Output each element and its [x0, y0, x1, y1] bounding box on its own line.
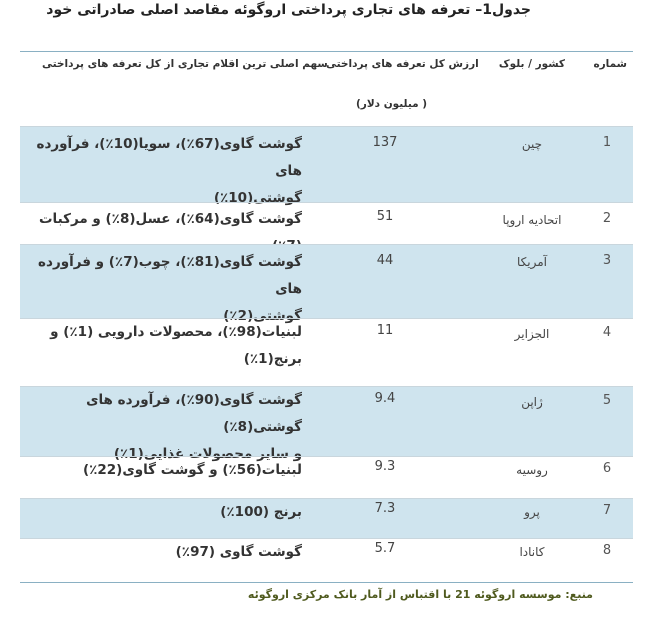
row-share-line1: گوشت گاوی(90٪)، فرآورده های گوشتی(8٪)	[86, 392, 302, 435]
row-country: کانادا	[519, 545, 545, 559]
row-value: 137	[372, 135, 398, 150]
table-row	[20, 126, 633, 206]
row-share	[34, 499, 302, 526]
table-row	[20, 318, 633, 387]
row-country: چین	[521, 137, 543, 151]
header-country: کشور / بلوک	[498, 58, 565, 70]
row-number: 5	[602, 393, 612, 408]
row-country: روسیه	[516, 463, 548, 477]
row-country: الجزایر	[514, 327, 550, 341]
top-rule	[20, 51, 633, 52]
table-row	[20, 202, 633, 245]
row-number: 8	[602, 543, 612, 558]
table-row	[20, 386, 633, 462]
row-share-line1: گوشت گاوی(64٪)، عسل(8٪) و مرکبات	[38, 211, 302, 227]
row-share-line1: لبنیات(98٪)، محصولات دارویی (1٪) و	[50, 324, 302, 340]
row-share-line2: گوشتی(2٪)	[223, 308, 302, 324]
row-share-line1: گوشت گاوی(67٪)، سویا(10٪)، فرآورده های	[36, 136, 302, 179]
row-country: آمریکا	[516, 255, 547, 269]
source-note: منبع: موسسه اروگوئه 21 با اقتباس از آمار بانک مرکزی اروگوئه	[247, 588, 593, 601]
bottom-rule	[20, 582, 633, 583]
row-number: 4	[602, 325, 612, 340]
row-number: 2	[602, 211, 612, 226]
table-row	[20, 456, 633, 499]
row-share	[34, 457, 302, 484]
row-share-line2: گوشتی(10٪)	[213, 190, 302, 206]
row-value: 11	[376, 323, 394, 338]
header-share: سهم اصلی ترین اقلام تجاری از کل تعرفه های پرداختی	[42, 58, 328, 70]
row-value: 44	[376, 253, 394, 268]
row-share-line1: لبنیات(56٪) و گوشت گاوی(22٪)	[82, 462, 302, 478]
table-title: جدول1– تعرفه های تجاری پرداختی اروگوئه مقاصد اصلی صادراتی خود	[46, 2, 531, 18]
row-share-line1: برنج (100٪)	[220, 504, 302, 520]
row-number: 7	[602, 503, 612, 518]
table-row	[20, 244, 633, 324]
row-country: اتحادیه اروپا	[502, 213, 562, 227]
row-value: 7.3	[374, 501, 396, 516]
row-number: 1	[602, 135, 612, 150]
header-value-unit: ( میلیون دلار)	[356, 98, 428, 110]
row-value: 5.7	[374, 541, 396, 556]
header-value: ارزش کل تعرفه های پرداختی	[326, 58, 479, 70]
row-share-line2: برنج(1٪)	[243, 351, 302, 367]
row-value: 51	[376, 209, 394, 224]
row-share-line2: و سایر محصولات غذایی(1٪)	[113, 446, 302, 462]
table-row	[20, 498, 633, 539]
row-share-line1: گوشت گاوی (97٪)	[175, 544, 302, 560]
row-share-line1: گوشت گاوی(81٪)، چوب(7٪) و فرآورده های	[38, 254, 302, 297]
header-number: شماره	[593, 58, 627, 70]
row-share	[34, 319, 302, 373]
row-share	[34, 131, 302, 212]
row-value: 9.4	[374, 391, 396, 406]
row-country: پرو	[524, 505, 540, 519]
row-number: 3	[602, 253, 612, 268]
row-country: ژاپن	[521, 395, 543, 409]
row-value: 9.3	[374, 459, 396, 474]
row-share	[34, 539, 302, 566]
table-row	[20, 538, 633, 583]
row-number: 6	[602, 461, 612, 476]
